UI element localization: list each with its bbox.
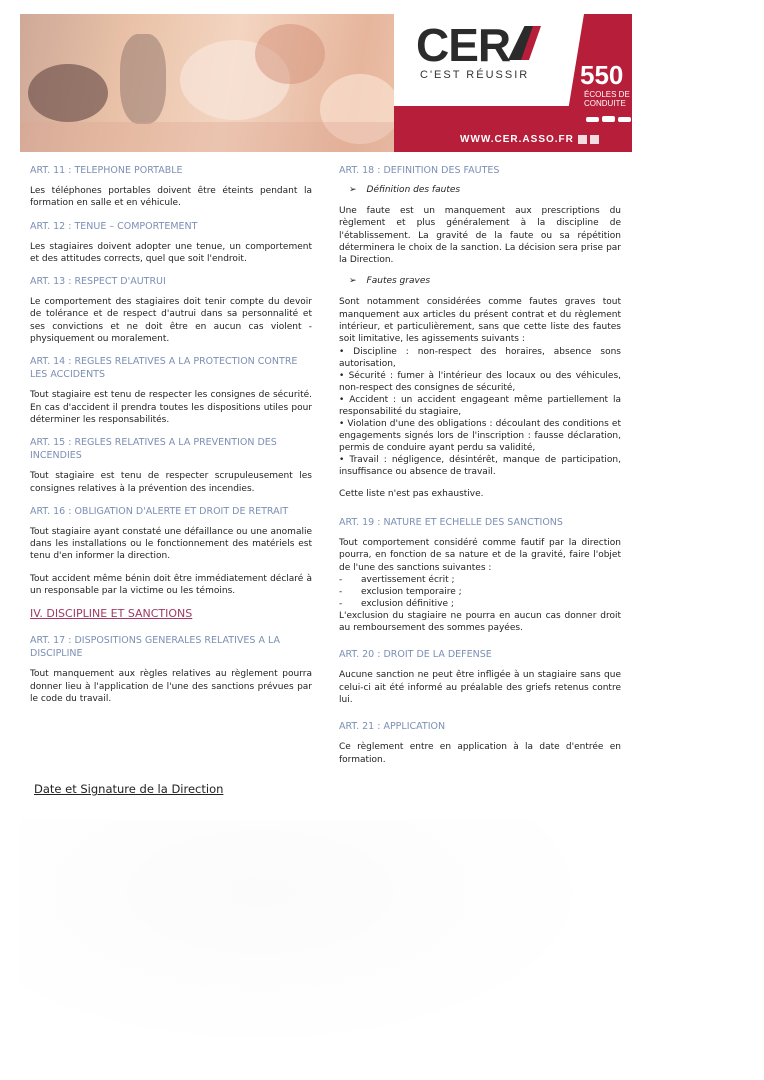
article-19-text-1: Tout comportement considéré comme fautif par la direction pourra, en fonction de sa nature et de la gravité, faire l'objet de l'une des sanctions suivantes :	[339, 537, 621, 573]
list-item: - exclusion temporaire ;	[339, 586, 462, 597]
article-20-text: Aucune sanction ne peut être infligée à un stagiaire sans que celui-ci ait été informé au préalable des griefs retenus contre lui.	[339, 670, 621, 706]
article-15-text: Tout stagiaire est tenu de respecter scrupuleusement les consignes relatives à la prévention des incendies.	[30, 471, 312, 494]
article-17-text: Tout manquement aux règles relatives au règlement pourra donner lieu à l'application de l'une des sanctions prévues par le code du travail.	[30, 669, 312, 704]
subheading-definition	[349, 185, 621, 195]
article-11-text: Les téléphones portables doivent être éteints pendant la formation en salle et en véhicule.	[30, 186, 312, 209]
signature-area	[20, 820, 620, 1060]
list-item: - exclusion définitive ;	[339, 598, 454, 609]
list-item: • Sécurité : fumer à l'intérieur des locaux ou des véhicules, non-respect des consignes de sécurité,	[339, 370, 621, 393]
article-19-text-2: L'exclusion du stagiaire ne pourra en aucun cas donner droit au remboursement des sommes payées.	[339, 610, 621, 634]
right-column	[339, 164, 621, 776]
article-16-text-1: Tout stagiaire ayant constaté une défaillance ou une anomalie dans les installations ou le fonctionnement des matériels est tenu d'en informer la direction.	[30, 526, 312, 562]
header-banner	[20, 14, 632, 152]
section-title-discipline: IV. DISCIPLINE ET SANCTIONS	[30, 607, 193, 621]
signature-label: Date et Signature de la Direction	[34, 782, 224, 796]
article-12-text: Les stagiaires doivent adopter une tenue, un comportement et des attitudes corrects, quel que soit l'endroit.	[30, 241, 312, 264]
list-item: • Travail : négligence, désintérêt, manque de participation, insuffisance ou absence de travail.	[339, 454, 621, 477]
fautes-graves-list	[339, 346, 621, 478]
article-18-text-1: Une faute est un manquement aux prescriptions du règlement et plus généralement à la discipline de l'établissement. La gravité de la faute ou sa répétition déterminera le choix de la sanction. La décision sera prise par la Direction.	[339, 206, 621, 266]
schools-count: 550	[580, 60, 624, 90]
article-11-title: ART. 11 : TELEPHONE PORTABLE	[30, 165, 183, 176]
article-15-title: ART. 15 : REGLES RELATIVES A LA PREVENTION DES INCENDIES	[30, 437, 277, 462]
arrow-icon: ➢	[349, 185, 357, 195]
article-21-text: Ce règlement entre en application à la date d'entrée en formation.	[339, 742, 621, 765]
article-14-title: ART. 14 : REGLES RELATIVES A LA PROTECTION CONTRE LES ACCIDENTS	[30, 356, 298, 381]
article-18-text-3: Cette liste n'est pas exhaustive.	[339, 488, 484, 499]
arrow-icon: ➢	[349, 276, 357, 287]
sanction-label: exclusion définitive ;	[361, 598, 454, 609]
article-14-text: Tout stagiaire est tenu de respecter les consignes de sécurité. En cas d'accident il prendra toutes les dispositions utiles pour déterminer les responsabilités.	[30, 390, 312, 425]
list-item: • Violation d'une des obligations : découlant des conditions et engagements signés lors de l'inscription : fausse déclaration, permis de conduire ayant perdu sa validité,	[339, 418, 621, 453]
article-21-title: ART. 21 : APPLICATION	[339, 721, 446, 733]
sanction-label: avertissement écrit ;	[361, 574, 455, 585]
article-18-title: ART. 18 : DEFINITION DES FAUTES	[339, 165, 500, 176]
facebook-icon[interactable]	[578, 135, 587, 144]
article-17-title: ART. 17 : DISPOSITIONS GENERALES RELATIVES A LA DISCIPLINE	[30, 635, 280, 660]
article-12-title: ART. 12 : TENUE – COMPORTEMENT	[30, 220, 198, 232]
list-item: • Accident : un accident engageant même partiellement la responsabilité du stagiaire,	[339, 394, 621, 417]
article-16-text-2: Tout accident même bénin doit être immédiatement déclaré à un responsable par la victime ou les témoins.	[30, 573, 312, 597]
sanction-label: exclusion temporaire ;	[361, 586, 462, 597]
sanctions-list	[339, 574, 621, 610]
subheading-definition-label: Définition des fautes	[366, 185, 461, 195]
list-item: - avertissement écrit ;	[339, 574, 455, 585]
article-20-title: ART. 20 : DROIT DE LA DEFENSE	[339, 649, 492, 661]
tagline: C'EST RÉUSSIR	[420, 69, 530, 81]
list-item: • Discipline : non-respect des horaires, absence sons autorisation,	[339, 346, 621, 369]
left-column	[30, 164, 312, 715]
subheading-fautes-graves-label: Fautes graves	[366, 276, 431, 287]
subheading-fautes-graves	[349, 276, 621, 286]
article-19-title: ART. 19 : NATURE ET ECHELLE DES SANCTIONS	[339, 516, 563, 528]
article-16-title: ART. 16 : OBLIGATION D'ALERTE ET DROIT DE RETRAIT	[30, 505, 289, 517]
article-13-title: ART. 13 : RESPECT D'AUTRUI	[30, 276, 166, 288]
article-13-text: Le comportement des stagiaires doit tenir compte du devoir de tolérance et de respect d'autrui dans sa personnalité et ses convictions et ne doit être en aucun cas violent - physiquement ou moralement.	[30, 297, 312, 345]
cer-logo: CER	[416, 19, 511, 71]
website-link[interactable]: WWW.CER.ASSO.FR	[460, 134, 574, 145]
article-18-text-2: Sont notamment considérées comme fautes graves tout manquement aux articles du présent contrat et du règlement intérieur, et particulièrement, sans que cette liste des fautes soit limitative, les agissements suivants :	[339, 297, 621, 345]
cars-icon	[586, 114, 632, 124]
schools-label: ÉCOLES DE CONDUITE	[584, 90, 630, 108]
social-icon[interactable]	[590, 135, 599, 144]
